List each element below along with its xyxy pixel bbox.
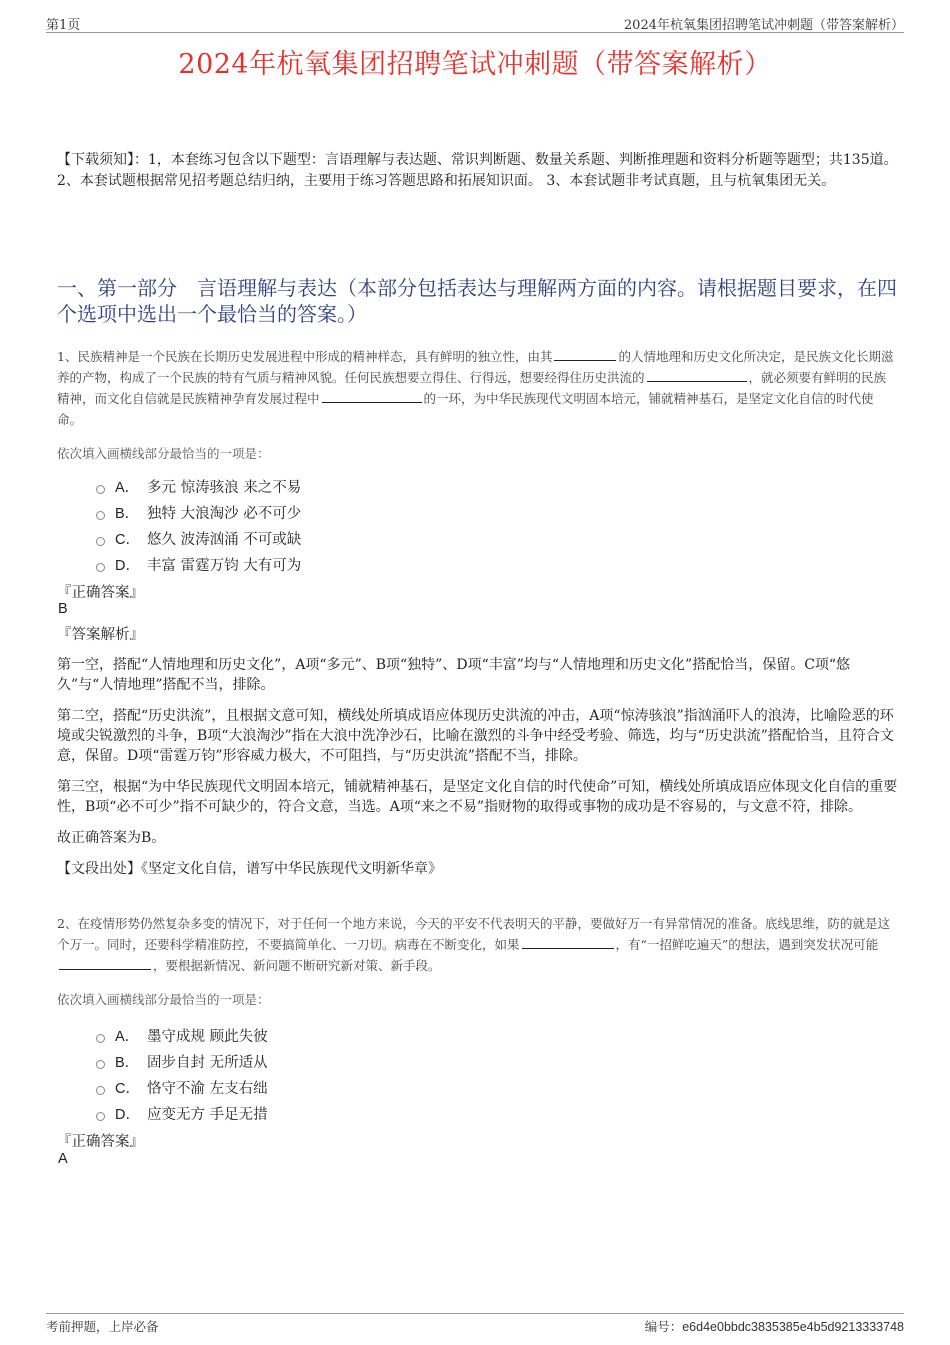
footer-id-label: 编号： [644, 1319, 683, 1334]
option-text: 独特 大浪淘沙 必不可少 [147, 505, 302, 522]
option-a[interactable] [96, 1022, 268, 1048]
question-1 [57, 346, 898, 430]
option-letter: D． [115, 1106, 140, 1123]
footer-id-value: e6d4e0bbdc3835385e4b5d9213333748 [682, 1320, 904, 1334]
stem-text: 的人情地理和历史文化所决定，是民族文化长期滋养的产物，构成了一个民族的特有气质与精神风貌。任何民族想要立得住、行得远，想要经得住历史洪流的 [57, 349, 894, 385]
question-2-stem [57, 913, 898, 976]
stem-text: ，有“一招鲜吃遍天”的想法，遇到突发状况可能 [615, 937, 879, 952]
option-b[interactable] [96, 1048, 268, 1074]
analysis-paragraph: 第一空，搭配“人情地理和历史文化”，A项“多元”、B项“独特”、D项“丰富”均与“人情地理和历史文化”搭配恰当，保留。C项“悠久”与“人情地理”搭配不当，排除。 [57, 657, 851, 693]
download-notice: 【下载须知】：1，本套练习包含以下题型：言语理解与表达题、常识判断题、数量关系题、判断推理题和资料分析题等题型；共135道。 2、本套试题根据常见招考题总结归纳，主要用于练习答题思路和拓展知识面。 3、本套试题非考试真题，且与杭氧集团无关。 [57, 152, 898, 189]
question-2-options [96, 1022, 268, 1126]
stem-text: ，就必须要有鲜明的民族精神，而文化自信就是民族精神孕育发展过程中 [57, 370, 887, 406]
stem-text: 1、民族精神是一个民族在长期历史发展进程中形成的精神样态，具有鲜明的独立性，由其 [57, 349, 553, 364]
radio-circle-icon[interactable] [96, 1112, 105, 1121]
option-letter: D． [115, 557, 140, 574]
stem-text: 的一环，为中华民族现代文明固本培元，铺就精神基石，是坚定文化自信的时代使命。 [57, 391, 874, 427]
option-c[interactable] [96, 525, 301, 551]
stem-text: 2、在疫情形势仍然复杂多变的情况下，对于任何一个地方来说，今天的平安不代表明天的平静，要做好万一有异常情况的准备。底线思维，防的就是这个万一。同时，还要科学精准防控，不要搞简单化、一刀切。病毒在不断变化，如果 [57, 916, 890, 952]
option-letter: A． [115, 479, 140, 496]
option-letter: C． [115, 1080, 140, 1097]
option-text: 丰富 雷霆万钧 大有可为 [147, 557, 302, 574]
option-text: 多元 惊涛骇浪 来之不易 [147, 479, 302, 496]
fill-blank [59, 957, 151, 970]
fill-blank [522, 936, 614, 949]
page-header [46, 14, 904, 33]
document-title: 2024年杭氧集团招聘笔试冲刺题（带答案解析） [178, 49, 772, 80]
option-letter: A． [115, 1028, 140, 1045]
question-2-instruction: 依次填入画横线部分最恰当的一项是： [57, 992, 270, 1007]
option-letter: C． [115, 531, 140, 548]
option-text: 悠久 波涛汹涌 不可或缺 [147, 531, 302, 548]
analysis-paragraph: 第三空，根据“为中华民族现代文明固本培元，铺就精神基石，是坚定文化自信的时代使命”可知，横线处所填成语应体现文化自信的重要性，B项“必不可少”指不可缺少的，符合文意，当选。A项“来之不易”指财物的取得或事物的成功是不容易的，与文意不符，排除。 [57, 779, 898, 815]
question-2 [57, 913, 898, 976]
radio-circle-icon[interactable] [96, 537, 105, 546]
option-b[interactable] [96, 499, 301, 525]
question-1-analysis [57, 655, 898, 890]
fill-blank [647, 369, 747, 382]
section-heading: 一、第一部分 言语理解与表达（本部分包括表达与理解两方面的内容。请根据题目要求，在四个选项中选出一个最恰当的答案。） [57, 276, 897, 326]
question-1-answer-label: 『正确答案』 [57, 585, 144, 601]
question-1-analysis-label: 『答案解析』 [57, 627, 144, 643]
option-text: 恪守不渝 左支右绌 [147, 1080, 268, 1097]
question-1-options [96, 473, 301, 577]
page-number: 第1页 [46, 18, 81, 33]
option-letter: B． [115, 1054, 140, 1071]
radio-circle-icon[interactable] [96, 563, 105, 572]
radio-circle-icon[interactable] [96, 1060, 105, 1069]
question-1-answer: B [58, 601, 68, 617]
option-text: 墨守成规 顾此失彼 [147, 1028, 268, 1045]
footer-slogan: 考前押题，上岸必备 [46, 1319, 159, 1334]
page-footer [46, 1313, 904, 1336]
fill-blank [554, 348, 616, 361]
footer-id [645, 1317, 904, 1335]
header-doc-title: 2024年杭氧集团招聘笔试冲刺题（带答案解析） [623, 18, 904, 33]
question-2-answer: A [58, 1151, 68, 1167]
radio-circle-icon[interactable] [96, 1034, 105, 1043]
option-text: 固步自封 无所适从 [147, 1054, 268, 1071]
option-d[interactable] [96, 551, 301, 577]
analysis-paragraph: 第二空，搭配“历史洪流”，且根据文意可知，横线处所填成语应体现历史洪流的冲击，A项“惊涛骇浪”指汹涌吓人的浪涛，比喻险恶的环境或尖锐激烈的斗争，B项“大浪淘沙”指在大浪中洗净沙石，比喻在激烈的斗争中经受考验、筛选，均与“历史洪流”搭配恰当，且符合文意，保留。D项“雷霆万钧”形容威力极大，不可阻挡，与“历史洪流”搭配不当，排除。 [57, 708, 894, 764]
question-1-stem [57, 346, 898, 430]
option-d[interactable] [96, 1100, 268, 1126]
option-text: 应变无方 手足无措 [147, 1106, 268, 1123]
radio-circle-icon[interactable] [96, 1086, 105, 1095]
fill-blank [322, 390, 422, 403]
analysis-source: 【文段出处】《坚定文化自信，谱写中华民族现代文明新华章》 [57, 861, 442, 877]
option-c[interactable] [96, 1074, 268, 1100]
option-a[interactable] [96, 473, 301, 499]
question-1-instruction: 依次填入画横线部分最恰当的一项是： [57, 446, 270, 461]
stem-text: ，要根据新情况、新问题不断研究新对策、新手段。 [153, 958, 441, 973]
question-2-answer-label: 『正确答案』 [57, 1134, 144, 1150]
radio-circle-icon[interactable] [96, 511, 105, 520]
radio-circle-icon[interactable] [96, 485, 105, 494]
option-letter: B． [115, 505, 140, 522]
analysis-conclusion: 故正确答案为B。 [57, 830, 166, 846]
